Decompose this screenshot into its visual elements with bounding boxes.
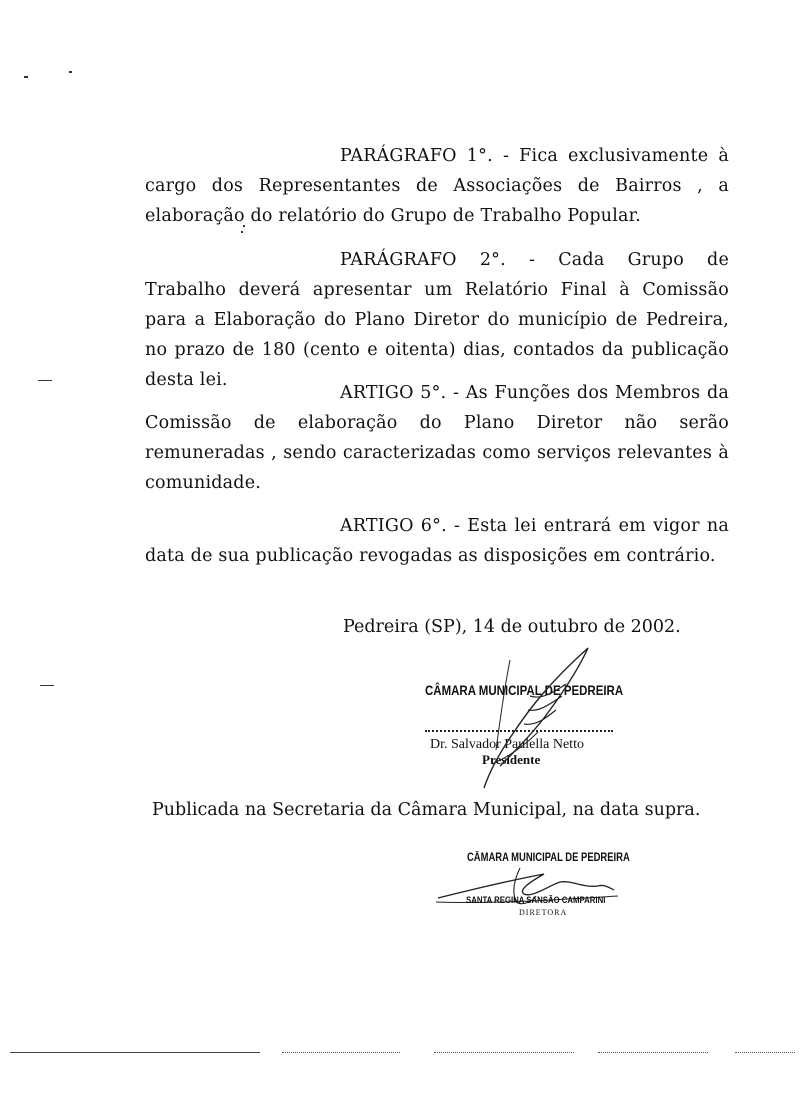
scan-speck — [24, 76, 28, 78]
footer-rule — [282, 1052, 400, 1053]
artigo-6 — [145, 511, 729, 571]
signature-2-name: SANTA REGINA SANSÃO CAMPARINI — [466, 895, 606, 906]
paragrafo-2-text: PARÁGRAFO 2°. - Cada Grupo de Trabalho deverá apresentar um Relatório Final à Comissão para a Elaboração do Plano Diretor do município de Pedreira, no prazo de 180 (cento e oitenta) dias, contados da publicação desta lei. — [145, 250, 729, 390]
signature-1-name: Dr. Salvador Paulella Netto — [430, 737, 584, 752]
scan-speck — [40, 685, 54, 686]
signature-1-scribble — [470, 640, 600, 800]
scan-speck — [241, 231, 243, 233]
artigo-5 — [145, 378, 729, 498]
scan-speck — [69, 71, 72, 73]
scan-speck — [38, 380, 52, 381]
footer-rule — [10, 1052, 260, 1053]
paragrafo-1 — [145, 141, 729, 231]
paragrafo-1-text: PARÁGRAFO 1°. - Fica exclusivamente à cargo dos Representantes de Associações de Bairros , a elaboração do relatório do Grupo de Trabalho Popular. — [145, 146, 729, 226]
signature-2-role: DIRETORA — [519, 908, 568, 917]
publicada-line: Publicada na Secretaria da Câmara Municipal, na data supra. — [152, 800, 701, 820]
artigo-5-text: ARTIGO 5°. - As Funções dos Membros da Comissão de elaboração do Plano Diretor não serão remuneradas , sendo caracterizadas como serviços relevantes à comunidade. — [145, 383, 729, 493]
footer-rule — [598, 1052, 708, 1053]
signature-1-stamp: CÂMARA MUNICIPAL DE PEDREIRA — [425, 682, 624, 698]
footer-rule — [735, 1052, 795, 1053]
footer-rule — [434, 1052, 574, 1053]
paragrafo-2 — [145, 245, 729, 395]
signature-1-role: Presidente — [482, 752, 541, 767]
artigo-6-text: ARTIGO 6°. - Esta lei entrará em vigor na data de sua publicação revogadas as disposições em contrário. — [145, 516, 729, 566]
dateline: Pedreira (SP), 14 de outubro de 2002. — [343, 617, 681, 637]
signature-2-stamp: CÂMARA MUNICIPAL DE PEDREIRA — [467, 852, 630, 864]
